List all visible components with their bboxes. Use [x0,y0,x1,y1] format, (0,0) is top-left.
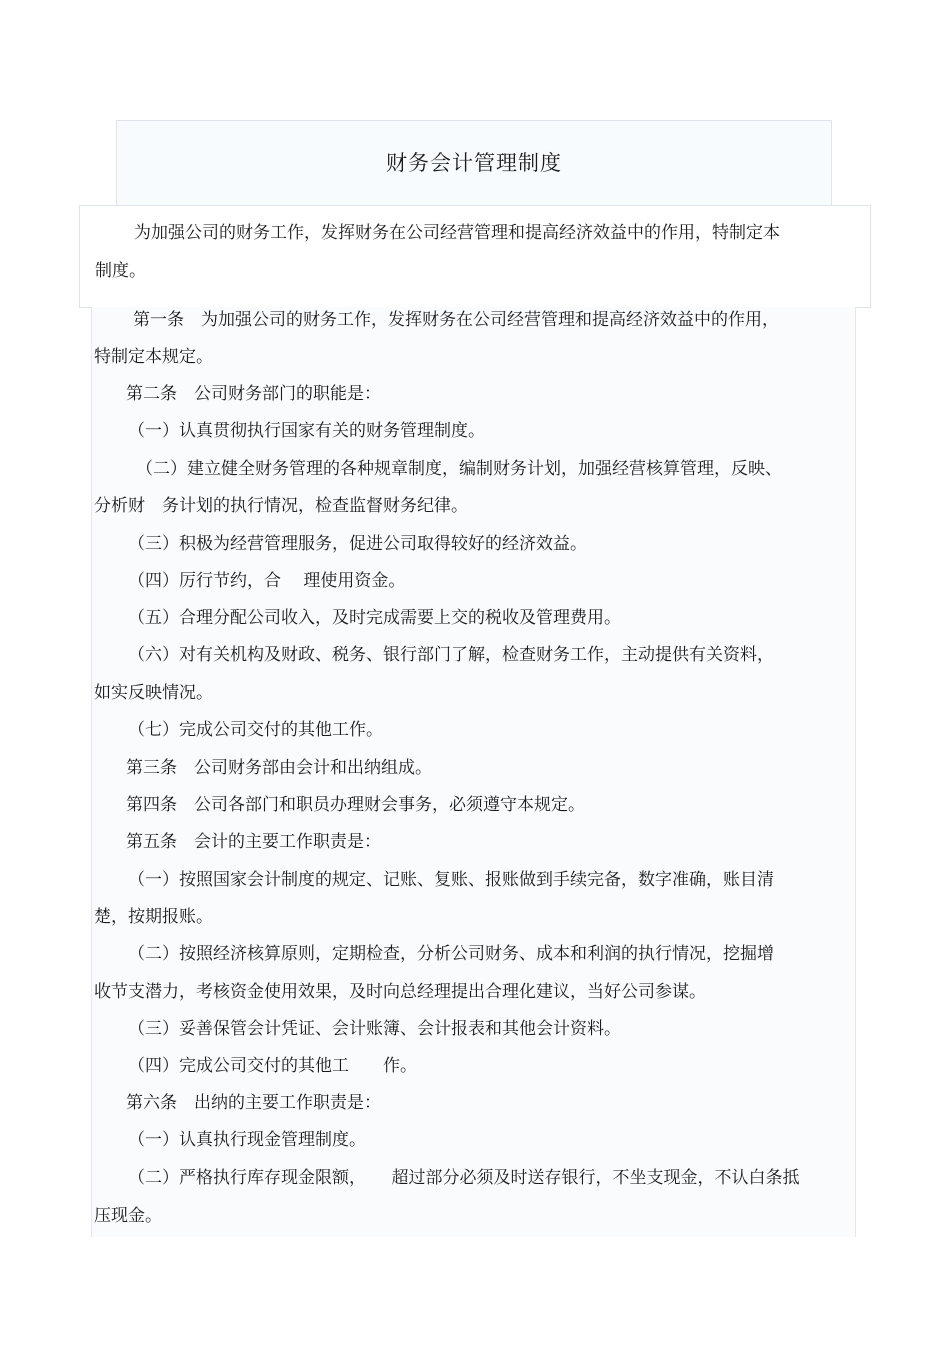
paragraph-line: 分析财 务计划的执行情况，检查监督财务纪律。 [94,496,468,516]
paragraph-line: （二）按照经济核算原则，定期检查，分析公司财务、成本和利润的执行情况，挖掘增 [128,944,774,964]
document-title: 财务会计管理制度 [386,151,562,175]
paragraph-line: 第六条 出纳的主要工作职责是： [126,1093,381,1113]
paragraph-line: （二）严格执行库存现金限额， 超过部分必须及时送存银行，不坐支现金，不认白条抵 [128,1168,800,1188]
paragraph-line: （七）完成公司交付的其他工作。 [128,720,383,740]
paragraph-line: 楚，按期报账。 [94,907,213,927]
paragraph-line: （三）积极为经营管理服务，促进公司取得较好的经济效益。 [128,534,587,554]
title-box [116,120,832,206]
paragraph-line: （一）按照国家会计制度的规定、记账、复账、报账做到手续完备，数字准确，账目清 [128,870,774,890]
paragraph-line: （一）认真执行现金管理制度。 [128,1130,366,1150]
paragraph-line: 收节支潜力，考核资金使用效果，及时向总经理提出合理化建议，当好公司参谋。 [94,982,706,1002]
paragraph-line: 特制定本规定。 [94,347,213,367]
paragraph-line: （三）妥善保管会计凭证、会计账簿、会计报表和其他会计资料。 [128,1019,621,1039]
paragraph-line: （六）对有关机构及财政、税务、银行部门了解，检查财务工作，主动提供有关资料， [128,645,774,665]
paragraph-line: （四）厉行节约，合 理使用资金。 [128,571,406,591]
paragraph-line: （一）认真贯彻执行国家有关的财务管理制度。 [128,421,485,441]
paragraph-line: 第二条 公司财务部门的职能是： [126,384,381,404]
intro-line: 为加强公司的财务工作，发挥财务在公司经营管理和提高经济效益中的作用，特制定本 [134,223,780,243]
paragraph-line: 第五条 会计的主要工作职责是： [126,832,381,852]
paragraph-line: （二）建立健全财务管理的各种规章制度，编制财务计划，加强经营核算管理，反映、 [136,459,782,479]
paragraph-line: 第一条 为加强公司的财务工作，发挥财务在公司经营管理和提高经济效益中的作用， [133,310,779,330]
paragraph-line: 第四条 公司各部门和职员办理财会事务，必须遵守本规定。 [126,795,585,815]
paragraph-line: （五）合理分配公司收入，及时完成需要上交的税收及管理费用。 [128,608,621,628]
paragraph-line: 第三条 公司财务部由会计和出纳组成。 [126,758,432,778]
intro-line: 制度。 [95,261,146,281]
paragraph-line: 如实反映情况。 [94,683,213,703]
intro-box [79,205,871,308]
paragraph-line: 压现金。 [94,1206,162,1226]
paragraph-line: （四）完成公司交付的其他工 作。 [128,1056,417,1076]
